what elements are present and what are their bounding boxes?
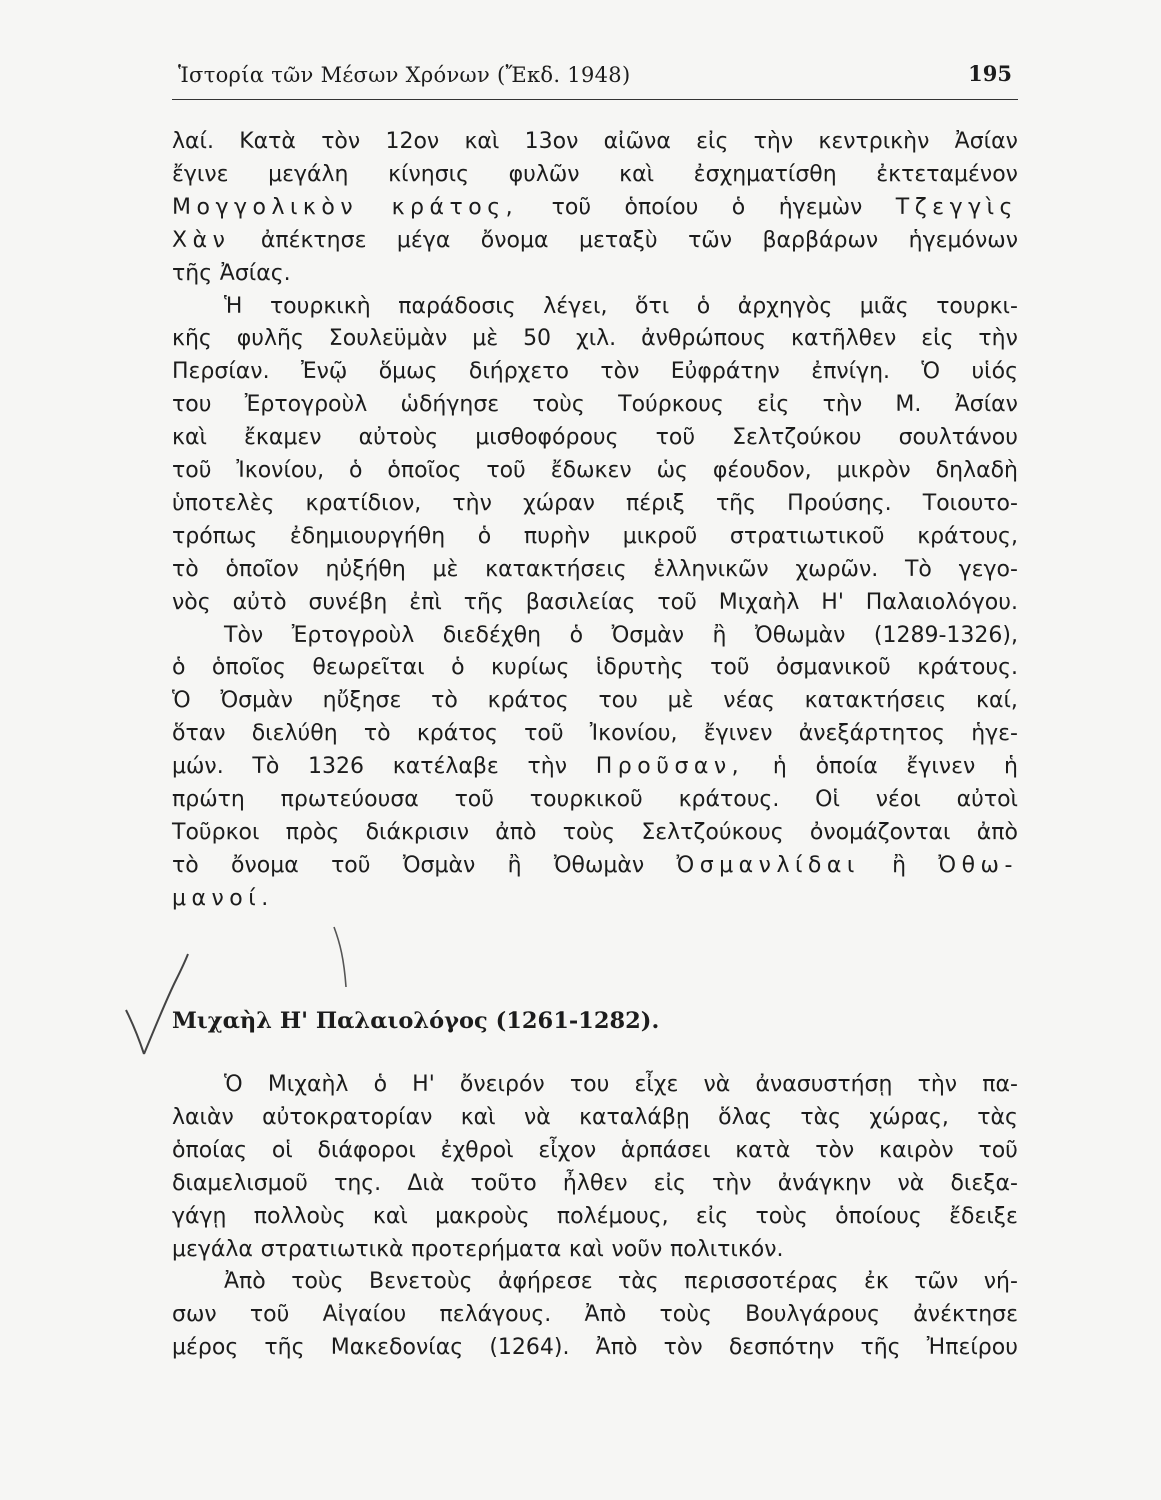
text-line: διαμελισμοῦ της. Διὰ τοῦτο ἦλθεν εἰς τὴν ἀνάγκην νὰ διεξα- — [172, 1170, 1018, 1196]
section-heading: Μιχαὴλ Η' Παλαιολόγος (1261-1282). — [172, 1008, 660, 1034]
text-line: ὁ ὁποῖος θεωρεῖται ὁ κυρίως ἱδρυτὴς τοῦ ὀσμανικοῦ κράτους. — [172, 655, 1018, 681]
text-line: τὸ ὄνομα τοῦ Ὀσμὰν ἢ Ὀθωμὰν Ὀσμανλίδαι ἢ Ὀθω- — [172, 852, 1018, 878]
text-line: τὸ ὁποῖον ηὐξήθη μὲ κατακτήσεις ἑλληνικῶν χωρῶν. Τὸ γεγο- — [172, 556, 1018, 582]
text-line: μών. Τὸ 1326 κατέλαβε τὴν Προῦσαν, ἡ ὁποία ἔγινεν ἡ — [172, 754, 1018, 780]
text-line: τοῦ Ἰκονίου, ὁ ὁποῖος τοῦ ἔδωκεν ὡς φέουδον, μικρὸν δηλαδὴ — [172, 458, 1018, 483]
text-line: Ἀπὸ τοὺς Βενετοὺς ἀφήρεσε τὰς περισσοτέρας ἐκ τῶν νή- — [224, 1269, 1018, 1295]
text-line: κῆς φυλῆς Σουλεϋμὰν μὲ 50 χιλ. ἀνθρώπους κατῆλθεν εἰς τὴν — [172, 326, 1018, 352]
text-line: ὁποίας οἱ διάφοροι ἐχθροὶ εἶχον ἁρπάσει κατὰ τὸν καιρὸν τοῦ — [172, 1137, 1018, 1163]
text-line: λαί. Κατὰ τὸν 12ον καὶ 13ον αἰῶνα εἰς τὴν κεντρικὴν Ἀσίαν — [172, 129, 1018, 154]
text-line: Περσίαν. Ἐνῷ ὅμως διήρχετο τὸν Εὐφράτην ἐπνίγη. Ὁ υἱός — [172, 359, 1018, 385]
text-line: Τοῦρκοι πρὸς διάκρισιν ἀπὸ τοὺς Σελτζούκους ὀνομάζονται ἀπὸ — [172, 819, 1018, 845]
text-line: Ὁ Ὀσμὰν ηὔξησε τὸ κράτος του μὲ νέας κατακτήσεις καί, — [172, 688, 1018, 714]
pencil-checkmark — [120, 950, 200, 1060]
text-line: ἔγινε μεγάλη κίνησις φυλῶν καὶ ἐσχηματίσθη ἐκτεταμένον — [172, 161, 1018, 187]
text-line: καὶ ἔκαμεν αὐτοὺς μισθοφόρους τοῦ Σελτζούκου σουλτάνου — [172, 425, 1018, 451]
text-line: λαιὰν αὐτοκρατορίαν καὶ νὰ καταλάβῃ ὅλας τὰς χώρας, τὰς — [172, 1104, 1018, 1130]
text-line: Ἡ τουρκικὴ παράδοσις λέγει, ὅτι ὁ ἀρχηγὸς μιᾶς τουρκι- — [224, 293, 1018, 319]
text-line: τρόπως ἐδημιουργήθη ὁ πυρὴν μικροῦ στρατιωτικοῦ κράτους, — [172, 523, 1018, 549]
text-line: μέρος τῆς Μακεδονίας (1264). Ἀπὸ τὸν δεσπότην τῆς Ἠπείρου — [172, 1335, 1018, 1361]
text-line: ὑποτελὲς κρατίδιον, τὴν χώραν πέριξ τῆς Προύσης. Τοιουτο- — [172, 490, 1018, 516]
running-title: Ἱστορία τῶν Μέσων Χρόνων (Ἔκδ. 1948) — [178, 63, 631, 87]
text-line: νὸς αὐτὸ συνέβη ἐπὶ τῆς βασιλείας τοῦ Μιχαὴλ Η' Παλαιολόγου. — [172, 589, 1018, 615]
text-line: μεγάλα στρατιωτικὰ προτερήματα καὶ νοῦν πολιτικόν. — [172, 1236, 784, 1262]
page-number: 195 — [968, 61, 1012, 86]
text-line: Μογγολικὸν κράτος, τοῦ ὁποίου ὁ ἡγεμὼν Τζεγγὶς — [172, 194, 1018, 220]
text-line: Ὁ Μιχαὴλ ὁ Η' ὄνειρόν του εἶχε νὰ ἀνασυστήσῃ τὴν πα- — [224, 1072, 1018, 1097]
text-line: πρώτη πρωτεύουσα τοῦ τουρκικοῦ κράτους. Οἱ νέοι αὐτοὶ — [172, 787, 1018, 812]
pencil-stroke — [328, 923, 358, 993]
text-line: γάγῃ πολλοὺς καὶ μακροὺς πολέμους, εἰς τοὺς ὁποίους ἔδειξε — [172, 1203, 1018, 1229]
text-line: ὅταν διελύθη τὸ κράτος τοῦ Ἰκονίου, ἔγινεν ἀνεξάρτητος ἡγε- — [172, 721, 1018, 747]
text-line: σων τοῦ Αἰγαίου πελάγους. Ἀπὸ τοὺς Βουλγάρους ἀνέκτησε — [172, 1302, 1018, 1328]
text-line: Τὸν Ἐρτογροὺλ διεδέχθη ὁ Ὀσμὰν ἢ Ὀθωμὰν (1289-1326), — [224, 622, 1018, 648]
text-line: μανοί. — [172, 885, 274, 911]
running-header — [172, 55, 1018, 100]
text-line: του Ἐρτογροὺλ ὡδήγησε τοὺς Τούρκους εἰς τὴν Μ. Ἀσίαν — [172, 392, 1018, 418]
book-page — [172, 55, 1018, 1475]
text-line: τῆς Ἀσίας. — [172, 260, 291, 286]
text-line: Χὰν ἀπέκτησε μέγα ὄνομα μεταξὺ τῶν βαρβάρων ἡγεμόνων — [172, 227, 1018, 253]
